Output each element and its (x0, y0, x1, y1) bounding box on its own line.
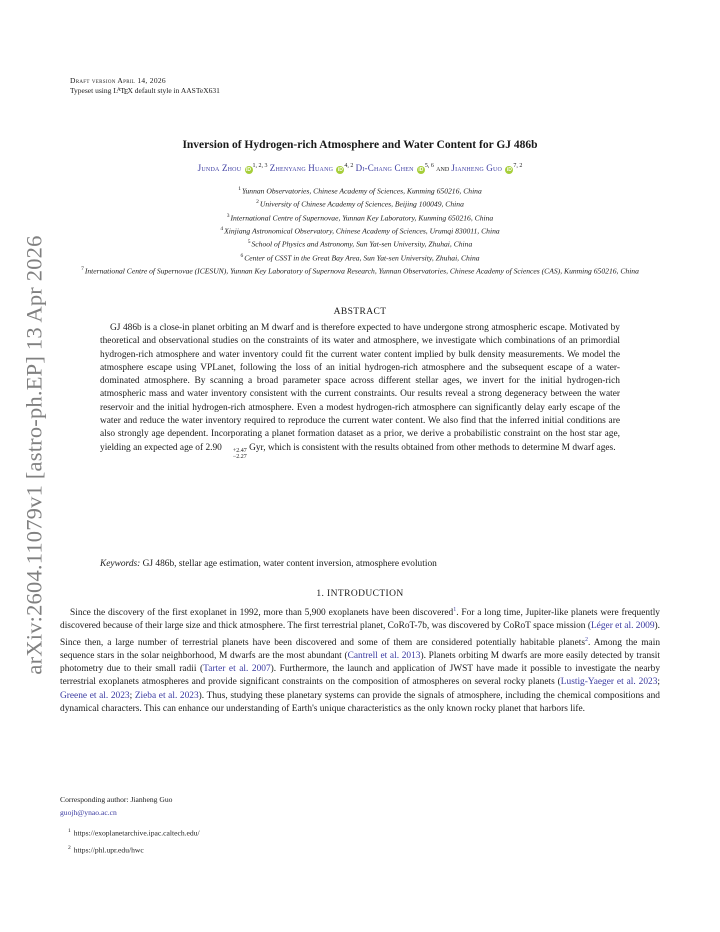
paper-title: Inversion of Hydrogen-rich Atmosphere and Water Content for GJ 486b (182, 139, 538, 151)
orcid-icon[interactable]: iD (246, 167, 252, 173)
footnote: $^1$ https://exoplanetarchive.ipac.caltech.edu/ (68, 828, 200, 838)
arxiv-identifier-stamp (20, 235, 50, 675)
abstract-text: GJ 486b is a close-in planet orbiting an M dwarf and is therefore expected to have undergone strong atmospheric escape. Motivated by theoretical and observational studies on the constraints of its water and atmosphere, we investigate which combinations of an primordial hydrogen-rich atmosphere and water inventory could fit the current water content implied by bulk density measurements. We model the atmosphere escape using VPLanet, following the loss of an initial hydrogen-rich atmosphere and the subsequent escape of a water-dominated atmosphere. By scanning a broad parameter space across different stellar ages, we invert for the initial hydrogen-rich atmospheric mass and water inventory consistent with the current constraints. Our results reveal a strong degeneracy between the water reservoir and the initial hydrogen-rich atmosphere. Even a modest hydrogen-rich atmosphere can significantly delay early escape of the water and reduce the water inventory required to reproduce the current water content. We also find that the inferred initial conditions are also strongly age dependent. Incorporating a planet formation dataset as a prior, we derive a probabilistic constraint on the host star age, yielding an expected age of 2.90 +2.47 −2.27 Gyr, which is consistent with the results obtained from other methods to determine M dwarf ages. (100, 323, 620, 460)
author-name[interactable]: Jianheng Guo (451, 163, 503, 173)
page-header (70, 76, 220, 97)
keywords-line (100, 559, 620, 569)
footnote-url[interactable]: https://exoplanetarchive.ipac.caltech.edu/ (73, 828, 200, 838)
orcid-icon[interactable]: iD (418, 167, 424, 173)
footnote-ref[interactable]: 1 (453, 607, 457, 613)
corresponding-author (60, 793, 172, 819)
affiliation: $^5$School of Physics and Astronomy, Sun Yat-sen University, Zhuhai, China (247, 239, 473, 249)
affiliation: $^3$International Centre of Supernovae, Yunnan Key Laboratory, Kunming 650216, China (226, 212, 494, 223)
age-uncertainty: +2.47 −2.27 (232, 447, 247, 460)
age-value: 2.90 (205, 442, 222, 453)
introduction-paragraph: Since the discovery of the first exoplanet in 1992, more than 5,900 exoplanets have been discovered$^1$. For a long time, Jupiter-like planets were frequently discovered because of their large size and thick atmosphere. The first terrestrial planet, CoRoT-7b, was discovered by CoRoT space mission (Léger et al. 2009). Since then, a large number of terrestrial planets have been discovered and some of them are considered potentially habitable planets$^2$. Among the main sequence stars in the solar neighborhood, M dwarfs are the most abundant (Cantrell et al. 2013). Planets orbiting M dwarfs are more easily detected by transit photometry due to their small radii (Tarter et al. 2007). Furthermore, the launch and application of JWST have made it possible to investigate the nearby terrestrial exoplanets atmospheres and provide significant constraints on the composition of atmospheres on several rocky planets (Lustig-Yaeger et al. 2023; Greene et al. 2023; Zieba et al. 2023). Thus, studying these planetary systems can provide the signals of atmosphere, including the chemical compositions and dynamical characters. This can enhance our understanding of Earth's unique characteristics as the only known rocky planet that harbors life. (60, 607, 661, 715)
citation-link[interactable]: Zieba et al. 2023 (134, 690, 199, 701)
arxiv-id-text: arXiv:2604.11079v1 [astro-ph.EP] 13 Apr 2026 (22, 235, 48, 675)
author-name[interactable]: Junda Zhou (197, 163, 242, 173)
footnotes (60, 824, 200, 858)
and-connector: and (436, 163, 450, 173)
citation-link[interactable]: Léger et al. 2009 (590, 621, 655, 632)
citation-link[interactable]: Greene et al. 2023 (60, 690, 130, 701)
footnote-url[interactable]: https://phl.upr.edu/hwc (73, 845, 144, 855)
affiliation: $^4$Xinjiang Astronomical Observatory, Chinese Academy of Sciences, Urumqi 830011, China (220, 225, 500, 236)
footnote: $^2$ https://phl.upr.edu/hwc (68, 845, 144, 855)
corresponding-email-link[interactable]: guojh@ynao.ac.cn (60, 808, 117, 817)
author-name[interactable]: Zhenyang Huang (269, 163, 334, 173)
affiliation: $^2$University of Chinese Academy of Sciences, Beijing 100049, China (256, 199, 464, 209)
affiliation: $^1$Yunnan Observatories, Chinese Academy of Sciences, Kunming 650216, China (238, 186, 482, 196)
citation-link[interactable]: Lustig-Yaeger et al. 2023 (560, 677, 658, 688)
author-name[interactable]: Di-Chang Chen (355, 163, 414, 173)
citation-link[interactable]: Tarter et al. 2007 (203, 664, 271, 675)
draft-version-line: Draft version April 14, 2026 (70, 76, 166, 85)
section-heading-introduction: 1. INTRODUCTION (316, 589, 404, 599)
footnote-ref[interactable]: 2 (585, 636, 588, 643)
affiliation: $^6$Center of CSST in the Great Bay Area, Sun Yat-sen University, Zhuhai, China (240, 252, 480, 263)
orcid-icon[interactable]: iD (506, 167, 512, 173)
abstract-heading: ABSTRACT (333, 307, 387, 317)
latex-logo: $L^ATEX$ (113, 85, 133, 96)
typeset-line: Typeset using $L^ATEX$ default style in AASTeX631 (70, 85, 220, 96)
author-list: Junda Zhou iD$^{1, 2, 3}$ Zhenyang Huang iD$^{4, 2}$ Di-Chang Chen iD$^{5, 6}$ and Jianheng Guo iD$^{7, 2}$ (197, 163, 523, 173)
keywords-text: GJ 486b, stellar age estimation, water content inversion, atmosphere evolution (142, 559, 437, 569)
affiliation: $^7$International Centre of Supernovae (ICESUN), Yunnan Key Laboratory of Supernova Research, Yunnan Observatories, Chinese Academy of Sciences (CAS), Kunming 650216, China (81, 265, 639, 276)
orcid-icon[interactable]: iD (337, 167, 343, 173)
affiliations (68, 184, 652, 277)
citation-link[interactable]: Cantrell et al. 2013 (347, 650, 421, 661)
corresponding-author-line: Corresponding author: Jianheng Guo (60, 795, 173, 804)
keywords-label: Keywords: (100, 559, 141, 569)
